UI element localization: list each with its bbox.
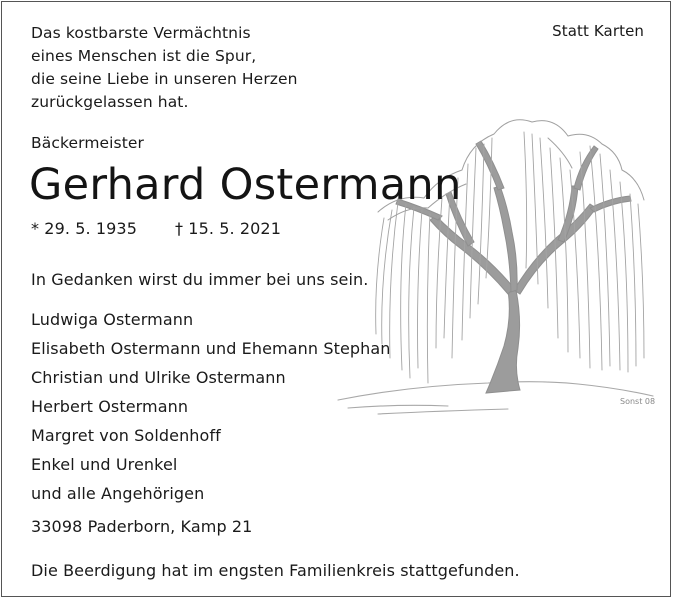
poem-line: eines Menschen ist die Spur, [31,47,257,65]
death-date: † 15. 5. 2021 [175,219,281,238]
memorial-motto: In Gedanken wirst du immer bei uns sein. [31,270,369,289]
profession-label: Bäckermeister [31,134,145,152]
mourner-entry: Christian und Ulrike Ostermann [31,368,286,387]
mourners-list [31,305,391,508]
artist-signature: Sonst 08 [620,397,656,406]
family-address: 33098 Paderborn, Kamp 21 [31,517,253,536]
mourner-entry: und alle Angehörigen [31,484,205,503]
poem-line: die seine Liebe in unseren Herzen [31,70,298,88]
mourner-entry: Ludwiga Ostermann [31,310,194,329]
mourner-entry: Enkel und Urenkel [31,455,178,474]
mourner-entry: Elisabeth Ostermann und Ehemann Stephan [31,339,391,358]
funeral-notice: Die Beerdigung hat im engsten Familienkreis stattgefunden. [31,561,520,580]
deceased-name: Gerhard Ostermann [29,160,462,210]
poem-line: zurückgelassen hat. [31,93,189,111]
statt-karten-label: Statt Karten [552,22,644,40]
memorial-poem [31,22,298,114]
mourner-entry: Herbert Ostermann [31,397,189,416]
life-dates [31,219,281,238]
poem-line: Das kostbarste Vermächtnis [31,24,251,42]
mourner-entry: Margret von Soldenhoff [31,426,221,445]
birth-date: * 29. 5. 1935 [31,219,137,238]
